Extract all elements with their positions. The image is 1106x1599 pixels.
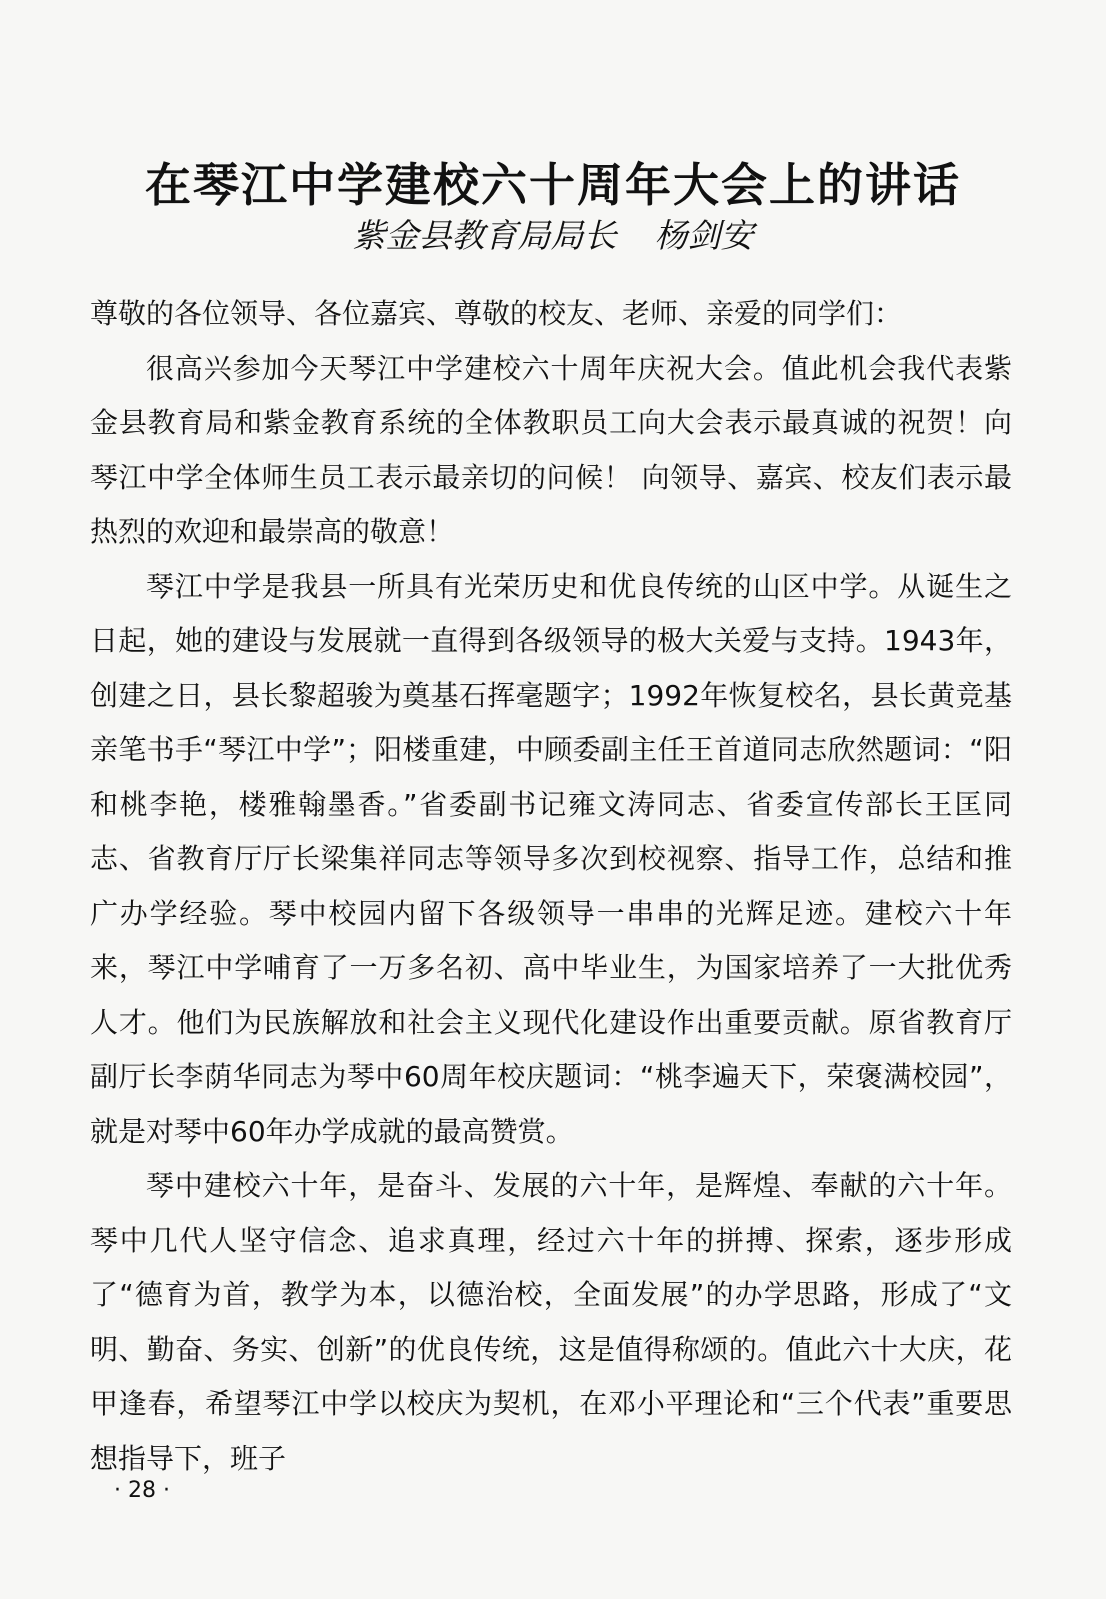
page-number: · 28 · bbox=[114, 1478, 170, 1503]
author-name: 杨剑安 bbox=[654, 216, 754, 255]
salutation: 尊敬的各位领导、各位嘉宾、尊敬的校友、老师、亲爱的同学们： bbox=[90, 297, 903, 330]
paragraph-3: 琴中建校六十年，是奋斗、发展的六十年，是辉煌、奉献的六十年。琴中几代人坚守信念、追求真理，经过六十年的拼搏、探索，逐步形成了“德育为首，教学为本，以德治校，全面发展”的办学思路，形成了“文明、勤奋、务实、创新”的优良传统，这是值得称颂的。值此六十大庆，花甲逢春，希望琴江中学以校庆为契机，在邓小平理论和“三个代表”重要思想指导下，班子 bbox=[90, 1169, 1012, 1475]
author-position: 紫金县教育局局长 bbox=[352, 216, 617, 255]
article-title: 在琴江中学建校六十周年大会上的讲话 bbox=[145, 157, 961, 212]
author-line bbox=[0, 212, 1106, 260]
paragraph-2: 琴江中学是我县一所具有光荣历史和优良传统的山区中学。从诞生之日起，她的建设与发展就一直得到各级领导的极大关爱与支持。1943年，创建之日，县长黎超骏为奠基石挥毫题字；1992年恢复校名，县长黄竞基亲笔书手“琴江中学”；阳楼重建，中顾委副主任王首道同志欣然题词：“阳和桃李艳，楼雅翰墨香。”省委副书记雍文涛同志、省委宣传部长王匡同志、省教育厅厅长梁集祥同志等领导多次到校视察、指导工作，总结和推广办学经验。琴中校园内留下各级领导一串串的光辉足迹。建校六十年来，琴江中学哺育了一万多名初、高中毕业生，为国家培养了一大批优秀人才。他们为民族解放和社会主义现代化建设作出重要贡献。原省教育厅副厅长李荫华同志为琴中60周年校庆题词：“桃李遍天下，荣褒满校园”，就是对琴中60年办学成就的最高赞赏。 bbox=[90, 569, 1012, 1148]
article-body bbox=[90, 287, 1012, 1486]
paragraph-1: 很高兴参加今天琴江中学建校六十周年庆祝大会。值此机会我代表紫金县教育局和紫金教育系统的全体教职员工向大会表示最真诚的祝贺！向琴江中学全体师生员工表示最亲切的问候！ 向领导、嘉宾、校友们表示最热烈的欢迎和最崇高的敬意！ bbox=[90, 351, 1012, 548]
